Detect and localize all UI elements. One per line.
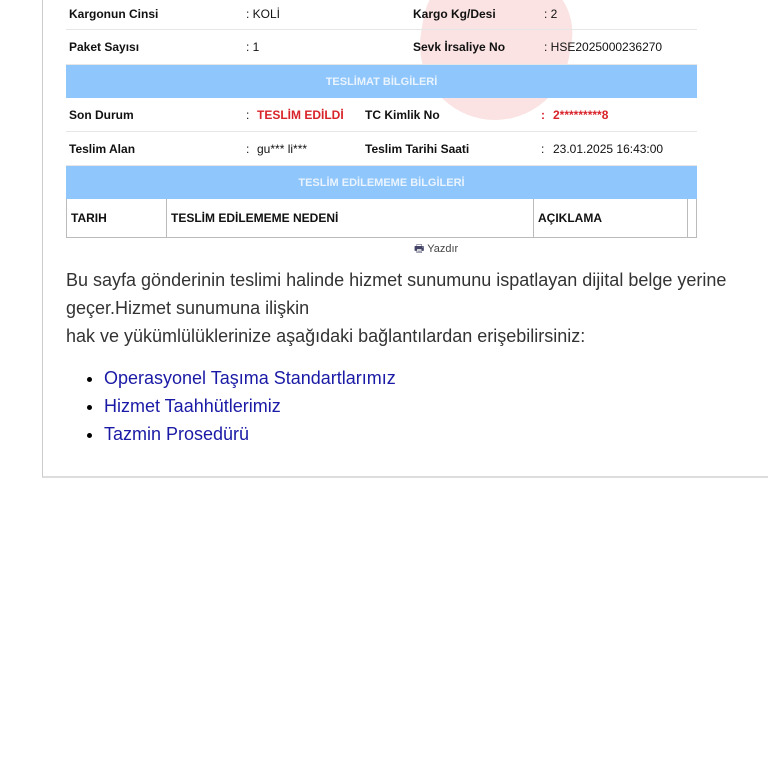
- info-paragraph: [66, 266, 766, 350]
- field-label: TC Kimlik No: [365, 107, 440, 122]
- paragraph-line: Bu sayfa gönderinin teslimi halinde hizmet sunumunu ispatlayan dijital belge yerine geçer.Hizmet sunumuna ilişkin: [66, 270, 727, 318]
- field-value: gu*** li***: [257, 141, 308, 156]
- field-label: Sevk İrsaliye No: [413, 40, 506, 54]
- list-item: [104, 420, 396, 448]
- table-row: [66, 0, 697, 30]
- failed-delivery-header: TESLİM EDİLEMEME BİLGİLERİ: [66, 166, 697, 199]
- field-value: : KOLİ: [246, 6, 281, 21]
- status-value: TESLİM EDİLDİ: [257, 107, 344, 122]
- column-header: TESLİM EDİLEMEME NEDENİ: [167, 199, 534, 237]
- field-label: Paket Sayısı: [69, 40, 140, 54]
- field-value: : 1: [246, 40, 260, 54]
- tc-value: 2*********8: [553, 107, 609, 122]
- colon: :: [541, 141, 545, 156]
- colon: :: [541, 107, 545, 122]
- field-label: Kargonun Cinsi: [69, 6, 159, 21]
- colon: :: [246, 107, 250, 122]
- delivery-info-header: TESLİMAT BİLGİLERİ: [66, 65, 697, 98]
- printer-icon: 🖶: [414, 243, 425, 255]
- link-service-commitments[interactable]: Hizmet Taahhütlerimiz: [104, 396, 281, 416]
- print-button[interactable]: [414, 240, 458, 259]
- shipment-table: [66, 0, 697, 238]
- field-label: Son Durum: [69, 107, 134, 122]
- field-label: Teslim Tarihi Saati: [365, 141, 470, 156]
- list-item: [104, 392, 396, 420]
- table-row: [66, 98, 697, 132]
- field-value: 23.01.2025 16:43:00: [553, 141, 664, 156]
- list-item: [104, 364, 396, 392]
- column-header: AÇIKLAMA: [534, 199, 688, 237]
- links-list: [66, 364, 396, 448]
- field-label: Teslim Alan: [69, 141, 136, 156]
- field-value: : HSE2025000236270: [544, 40, 663, 54]
- link-operational-standards[interactable]: Operasyonel Taşıma Standartlarımız: [104, 368, 396, 388]
- table-row: [66, 132, 697, 166]
- field-label: Kargo Kg/Desi: [413, 6, 496, 21]
- print-label: Yazdır: [427, 243, 459, 255]
- field-value: : 2: [544, 6, 558, 21]
- link-compensation-procedure[interactable]: Tazmin Prosedürü: [104, 424, 250, 444]
- failed-table-header: [66, 199, 697, 238]
- paragraph-line: hak ve yükümlülüklerinize aşağıdaki bağlantılardan erişebilirsiniz:: [66, 326, 586, 346]
- column-header: TARIH: [67, 199, 167, 237]
- table-row: [66, 30, 697, 65]
- colon: :: [246, 141, 250, 156]
